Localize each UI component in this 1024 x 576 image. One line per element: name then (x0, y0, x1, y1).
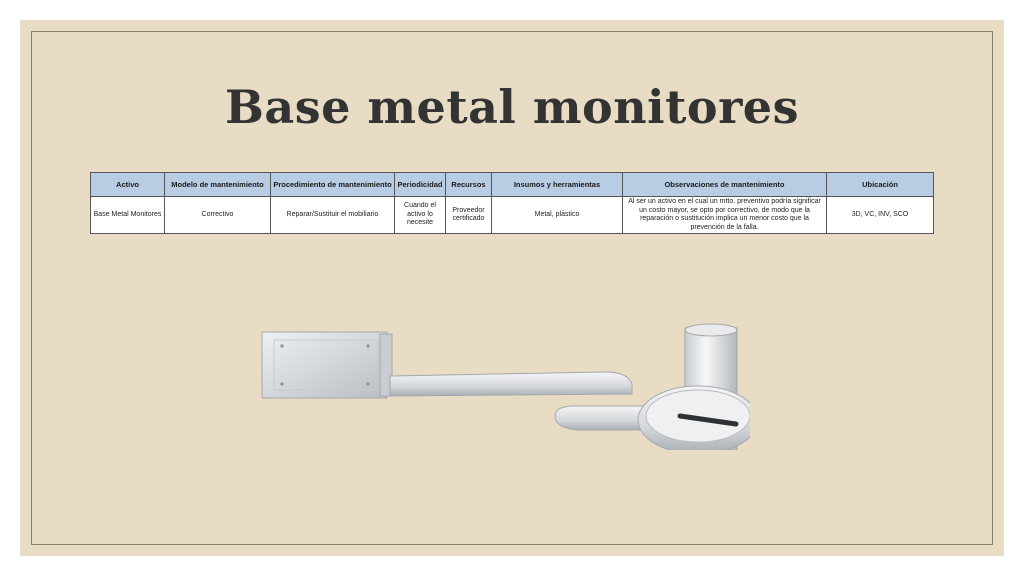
cell-recursos: Proveedor certificado (446, 197, 492, 234)
table-row (91, 197, 934, 234)
cell-observaciones: Al ser un activo en el cual un mtto. preventivo podría significar un costo mayor, se opto por correctivo, de modo que la reparación o sustitución implica un menor costo que la prevención de la falla. (623, 197, 827, 234)
cell-ubicacion: 3D, VC, INV, SCO (827, 197, 934, 234)
header-activo: Activo (91, 173, 165, 197)
slide-title: Base metal monitores (225, 80, 799, 134)
header-recursos: Recursos (446, 173, 492, 197)
cell-modelo: Correctivo (165, 197, 271, 234)
monitor-wall-mount-arm-photo (240, 320, 750, 450)
cell-periodicidad: Cuando el activo lo necesite (395, 197, 446, 234)
header-periodicidad: Periodicidad (395, 173, 446, 197)
table-header-row (91, 173, 934, 197)
cell-activo: Base Metal Monitores (91, 197, 165, 234)
header-insumos: Insumos y herramientas (492, 173, 623, 197)
cell-insumos: Metal, plástico (492, 197, 623, 234)
header-modelo: Modelo de mantenimiento (165, 173, 271, 197)
header-procedimiento: Procedimiento de mantenimiento (271, 173, 395, 197)
cell-procedimiento: Reparar/Sustituir el mobiliario (271, 197, 395, 234)
header-ubicacion: Ubicación (827, 173, 934, 197)
maintenance-table (90, 172, 934, 234)
slide (20, 20, 1004, 556)
header-observaciones: Observaciones de mantenimiento (623, 173, 827, 197)
